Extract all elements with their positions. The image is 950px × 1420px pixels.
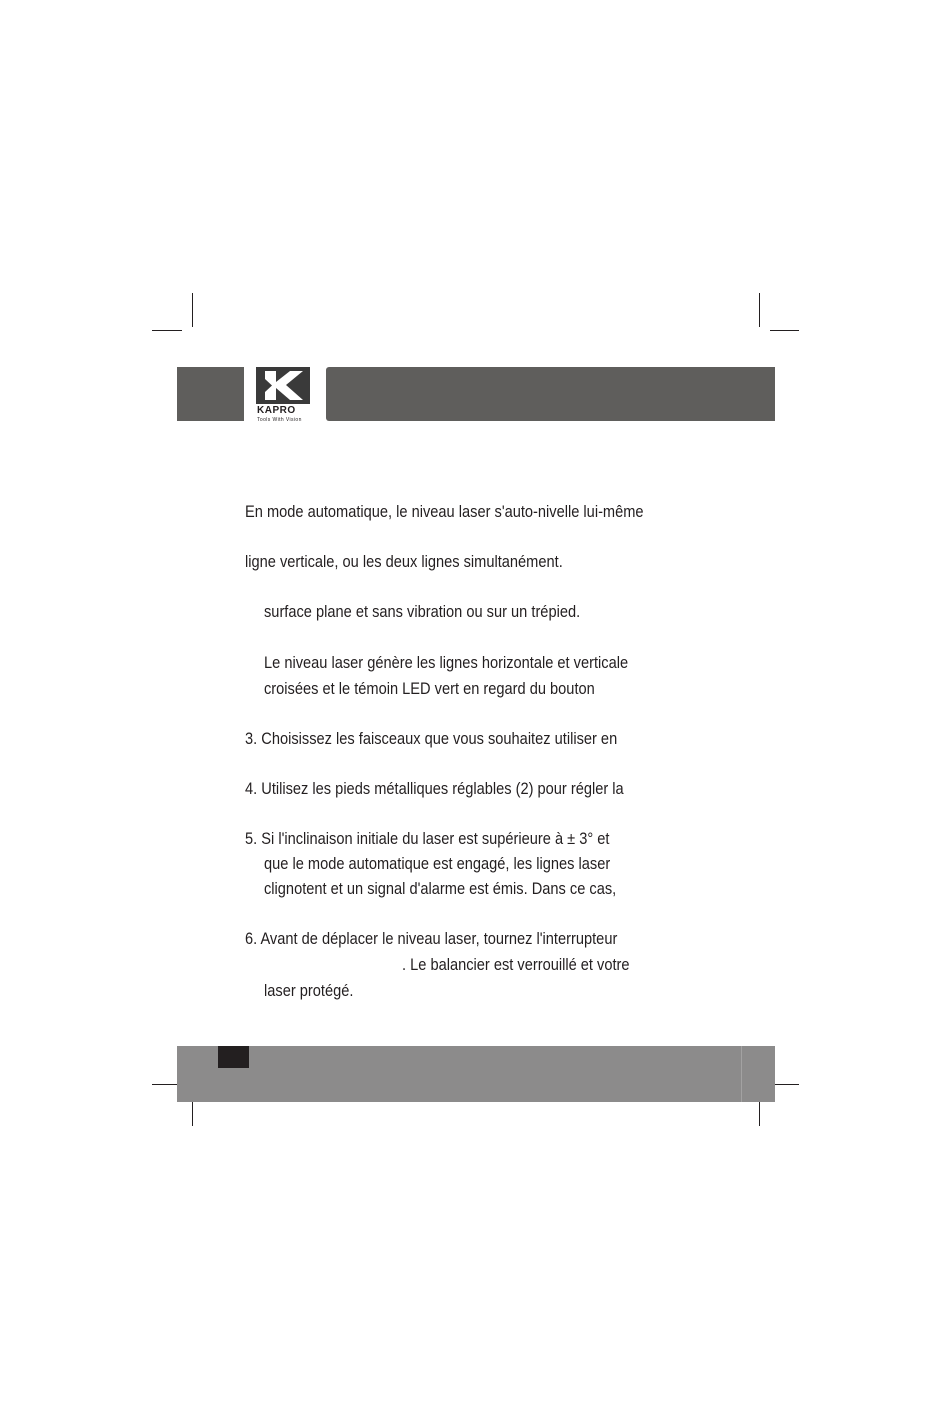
text-line: clignotent et un signal d'alarme est émis. Dans ce cas, bbox=[264, 879, 617, 898]
brand-name: KAPRO bbox=[257, 405, 296, 416]
text-line: Le niveau laser génère les lignes horizontale et verticale bbox=[264, 653, 629, 672]
text-line: En mode automatique, le niveau laser s'auto-nivelle lui-même bbox=[245, 502, 644, 521]
text-line: . Le balancier est verrouillé et votre bbox=[402, 955, 630, 974]
text-line: 3. Choisissez les faisceaux que vous souhaitez utiliser en bbox=[245, 729, 618, 748]
crop-mark-top-left-horizontal bbox=[152, 330, 182, 331]
crop-mark-top-right-vertical bbox=[759, 293, 760, 327]
brand-tagline: Tools With Vision bbox=[257, 417, 302, 423]
text-line: laser protégé. bbox=[264, 981, 354, 1000]
footer-page-marker bbox=[218, 1046, 249, 1068]
crop-mark-top-left-vertical bbox=[192, 293, 193, 327]
footer-divider bbox=[741, 1046, 742, 1102]
crop-mark-top-right-horizontal bbox=[770, 330, 799, 331]
text-line: que le mode automatique est engagé, les lignes laser bbox=[264, 854, 611, 873]
header-left-block bbox=[177, 367, 244, 421]
text-line: 5. Si l'inclinaison initiale du laser est supérieure à ± 3° et bbox=[245, 829, 610, 848]
logo-k-icon bbox=[256, 367, 310, 404]
text-line: 6. Avant de déplacer le niveau laser, tournez l'interrupteur bbox=[245, 929, 618, 948]
header-title-bar bbox=[326, 367, 775, 421]
brand-logo bbox=[256, 367, 314, 427]
text-line: croisées et le témoin LED vert en regard du bouton bbox=[264, 679, 595, 698]
footer-bar bbox=[177, 1046, 775, 1102]
text-line: surface plane et sans vibration ou sur un trépied. bbox=[264, 602, 581, 621]
text-line: ligne verticale, ou les deux lignes simultanément. bbox=[245, 552, 563, 571]
text-line: 4. Utilisez les pieds métalliques réglables (2) pour régler la bbox=[245, 779, 624, 798]
crop-mark-bottom-left-vertical bbox=[192, 1102, 193, 1126]
crop-mark-bottom-right-vertical bbox=[759, 1102, 760, 1126]
